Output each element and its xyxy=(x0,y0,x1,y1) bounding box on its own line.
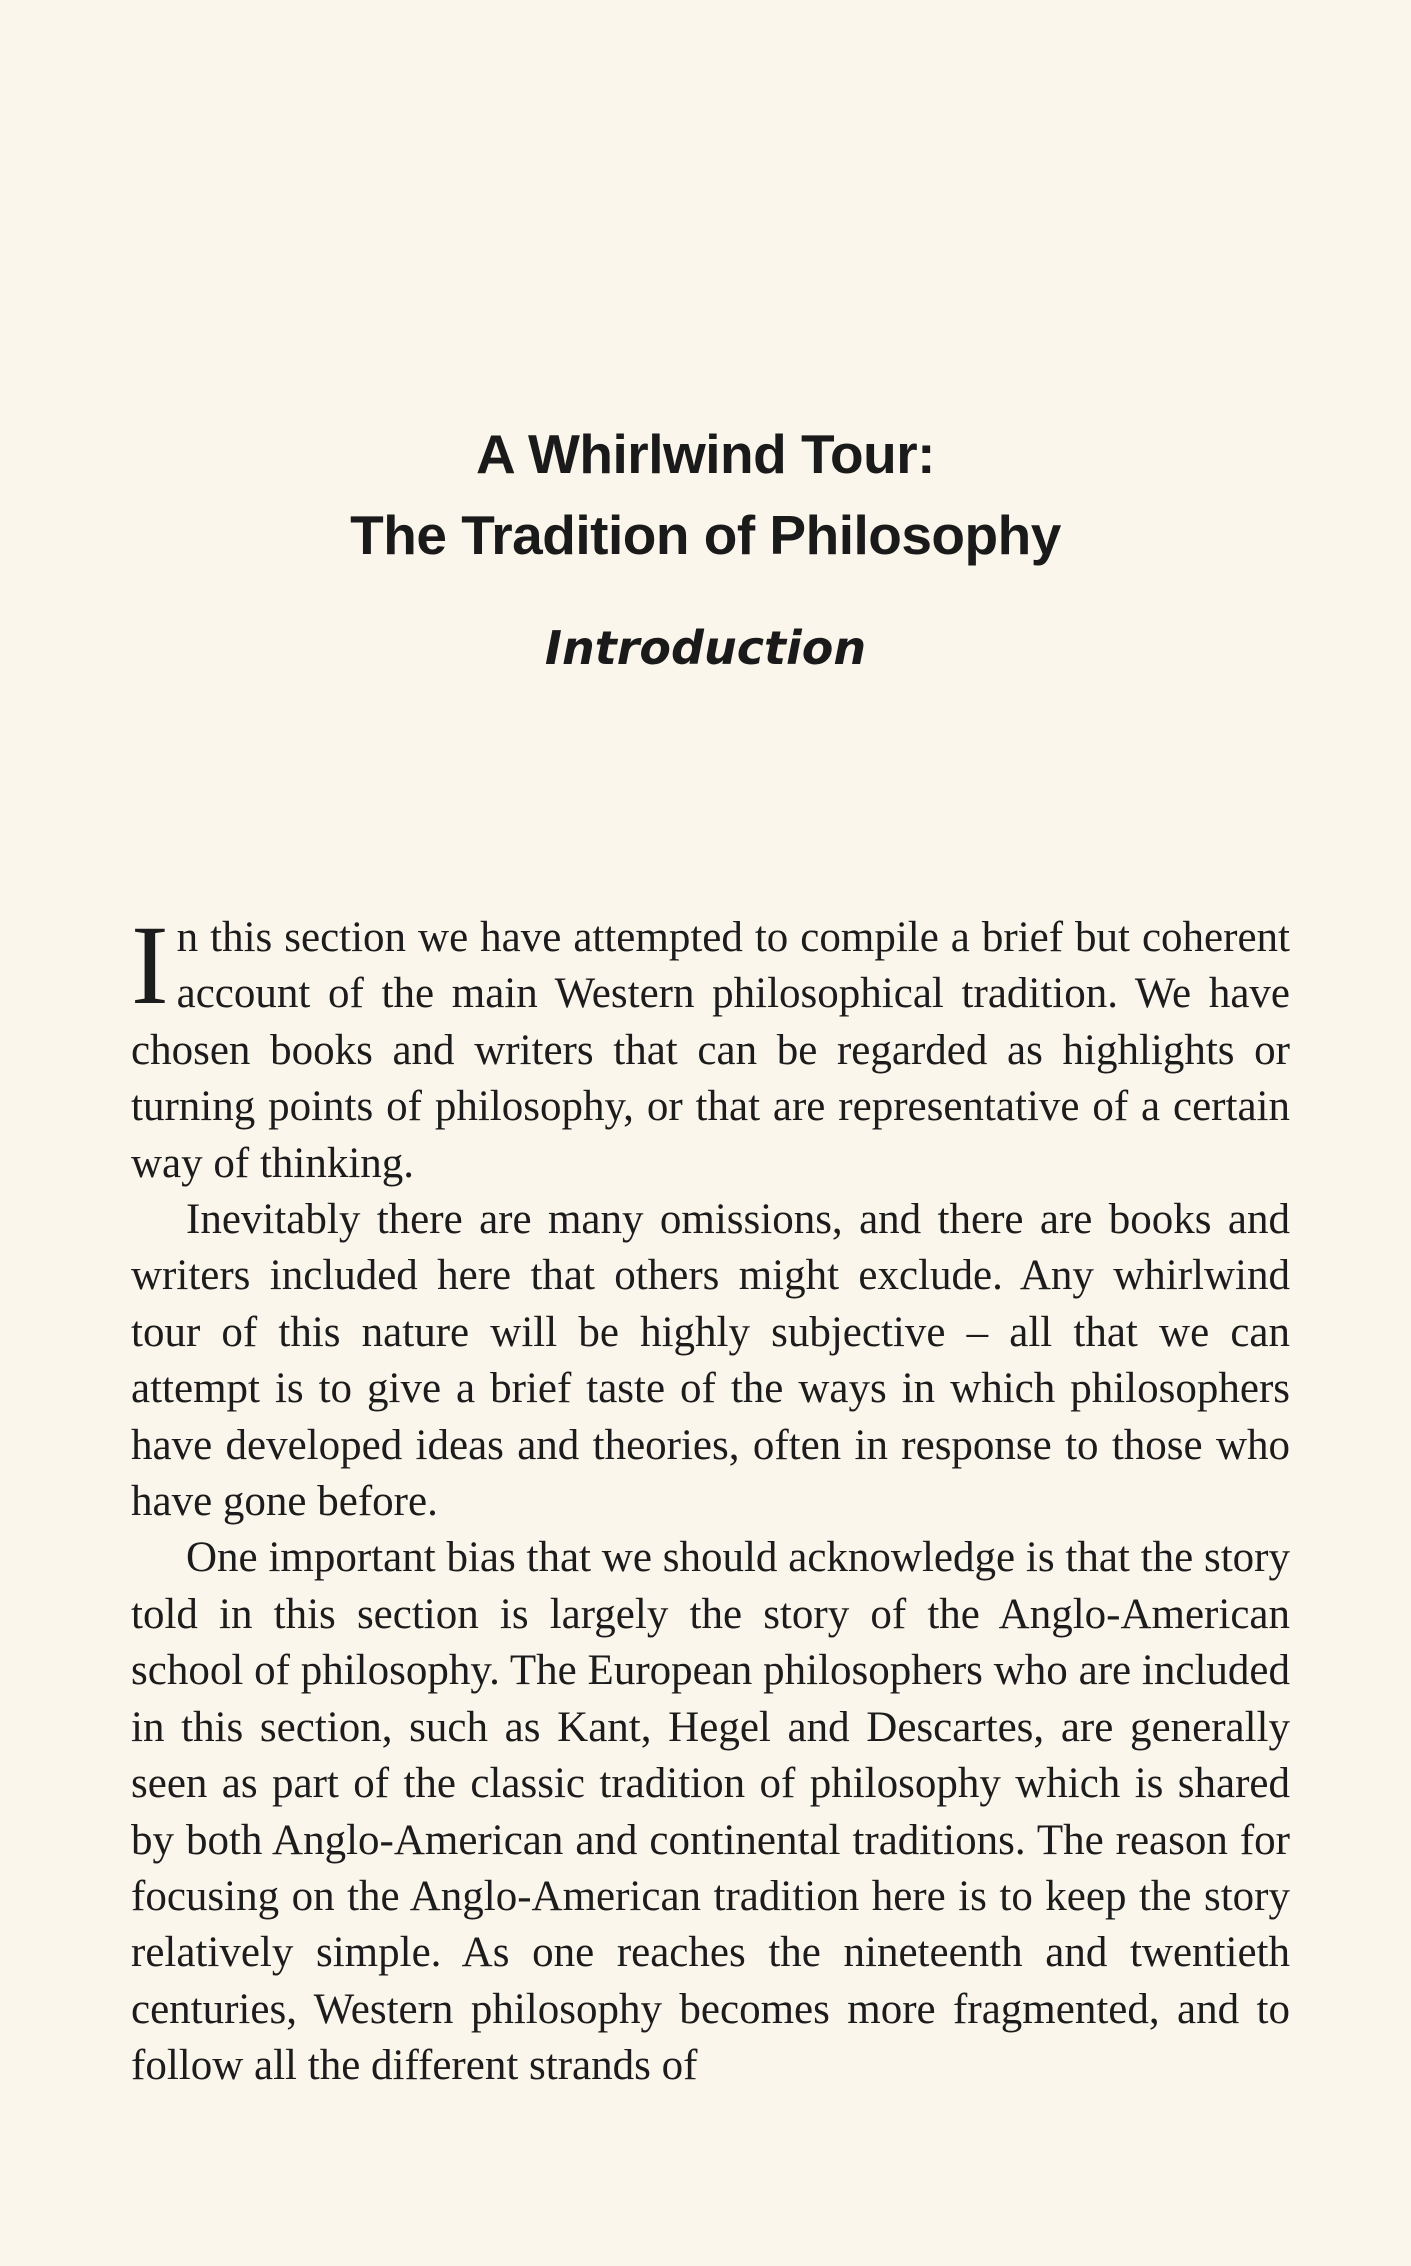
drop-cap: I xyxy=(131,903,169,1028)
paragraph-1-text: n this section we have attempted to compile a brief but coherent account of the main Western philosophical tradition. We have chosen books and writers that can be regarded as highlights or turning points of philosophy, or that are representative of a certain way of thinking. xyxy=(131,914,1290,1187)
paragraph-1 xyxy=(131,903,1290,1192)
paragraph-3: One important bias that we should acknowledge is that the story told in this section is largely the story of the Anglo-American school of philosophy. The European philosophers who are included in this section, such as Kant, Hegel and Descartes, are generally seen as part of the classic tradition of philosophy which is shared by both Anglo-American and continental traditions. The reason for focusing on the Anglo-American tradition here is to keep the story relatively simple. As one reaches the nineteenth and twentieth centuries, Western philosophy becomes more fragmented, and to follow all the different strands of xyxy=(131,1534,1290,2090)
paragraph-2: Inevitably there are many omissions, and there are books and writers included here that others might exclude. Any whirlwind tour of this nature will be highly subjective – all that we can attempt is to give a brief taste of the ways in which philosophers have developed ideas and theories, often in response to those who have gone before. xyxy=(131,1196,1290,1526)
section-subtitle: Introduction xyxy=(544,621,867,675)
chapter-title-line-2: The Tradition of Philosophy xyxy=(350,504,1061,566)
chapter-title-line-1: A Whirlwind Tour: xyxy=(476,423,935,485)
body-text xyxy=(131,903,1290,2095)
